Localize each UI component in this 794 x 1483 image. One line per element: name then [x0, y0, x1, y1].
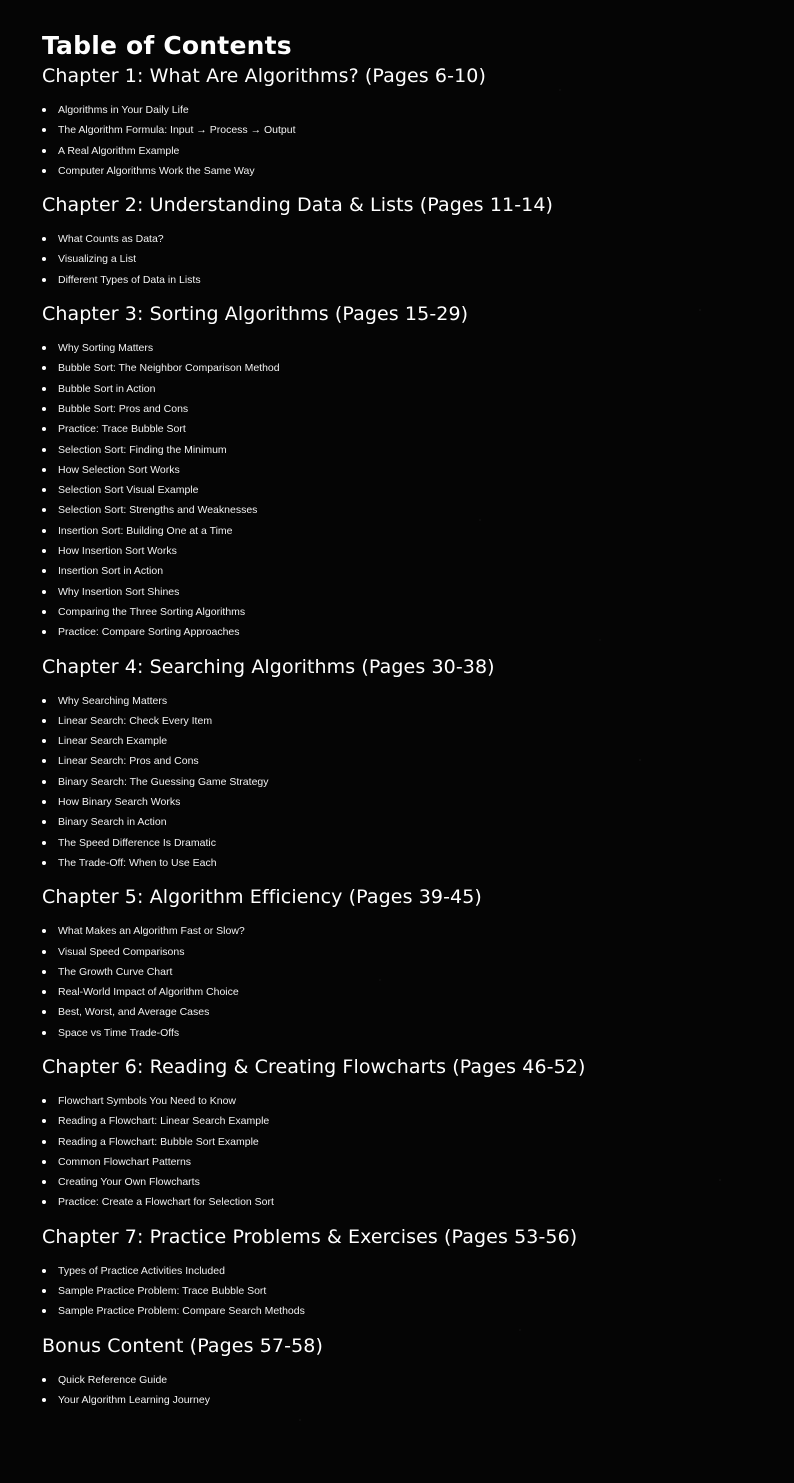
chapter-heading: Chapter 3: Sorting Algorithms (Pages 15-29): [42, 303, 469, 326]
list-item: Binary Search: The Guessing Game Strategy: [42, 772, 754, 792]
list-item: Selection Sort Visual Example: [42, 480, 754, 500]
chapter-heading: Chapter 1: What Are Algorithms? (Pages 6-10): [42, 65, 486, 87]
list-item: Bubble Sort: The Neighbor Comparison Method: [42, 358, 754, 378]
topic-list: [42, 921, 754, 1043]
list-item: Computer Algorithms Work the Same Way: [42, 161, 754, 181]
list-item: Comparing the Three Sorting Algorithms: [42, 602, 754, 622]
list-item: Visualizing a List: [42, 249, 754, 269]
chapter-1: [42, 62, 754, 181]
list-item: Common Flowchart Patterns: [42, 1152, 754, 1172]
chapter-2: [42, 191, 754, 290]
list-item: Sample Practice Problem: Trace Bubble Sort: [42, 1281, 754, 1301]
chapter-heading: Chapter 2: Understanding Data & Lists (Pages 11-14): [42, 194, 554, 217]
topic-list: [42, 1261, 754, 1322]
list-item: Bubble Sort in Action: [42, 379, 754, 399]
topic-list: [42, 691, 754, 874]
chapter-heading: Chapter 7: Practice Problems & Exercises (Pages 53-56): [42, 1225, 578, 1248]
chapter-6: [42, 1053, 754, 1213]
chapter-4: [42, 653, 754, 874]
list-item: The Trade-Off: When to Use Each: [42, 853, 754, 873]
list-item: What Counts as Data?: [42, 229, 754, 249]
list-item: How Binary Search Works: [42, 792, 754, 812]
list-item: Real-World Impact of Algorithm Choice: [42, 982, 754, 1002]
list-item: Practice: Trace Bubble Sort: [42, 419, 754, 439]
list-item: Quick Reference Guide: [42, 1370, 754, 1390]
list-item: Space vs Time Trade-Offs: [42, 1023, 754, 1043]
list-item: Practice: Compare Sorting Approaches: [42, 622, 754, 642]
list-item: Practice: Create a Flowchart for Selection Sort: [42, 1192, 754, 1212]
chapter-heading: Chapter 4: Searching Algorithms (Pages 30-38): [42, 655, 495, 678]
list-item: Binary Search in Action: [42, 812, 754, 832]
topic-list: [42, 100, 754, 181]
page-title: Table of Contents: [42, 31, 292, 60]
list-item: What Makes an Algorithm Fast or Slow?: [42, 921, 754, 941]
list-item: Creating Your Own Flowcharts: [42, 1172, 754, 1192]
list-item: Why Sorting Matters: [42, 338, 754, 358]
list-item: Algorithms in Your Daily Life: [42, 100, 754, 120]
list-item: Linear Search: Check Every Item: [42, 711, 754, 731]
list-item: Different Types of Data in Lists: [42, 270, 754, 290]
list-item: Selection Sort: Finding the Minimum: [42, 440, 754, 460]
list-item: Your Algorithm Learning Journey: [42, 1390, 754, 1410]
list-item: Bubble Sort: Pros and Cons: [42, 399, 754, 419]
list-item: Flowchart Symbols You Need to Know: [42, 1091, 754, 1111]
list-item: The Algorithm Formula: Input → Process → Output: [42, 120, 754, 140]
list-item: Linear Search Example: [42, 731, 754, 751]
list-item: How Selection Sort Works: [42, 460, 754, 480]
list-item: The Speed Difference Is Dramatic: [42, 833, 754, 853]
list-item: Reading a Flowchart: Linear Search Example: [42, 1111, 754, 1131]
chapter-7: [42, 1223, 754, 1322]
list-item: Sample Practice Problem: Compare Search Methods: [42, 1301, 754, 1321]
list-item: The Growth Curve Chart: [42, 962, 754, 982]
list-item: Types of Practice Activities Included: [42, 1261, 754, 1281]
list-item: Why Insertion Sort Shines: [42, 582, 754, 602]
list-item: Selection Sort: Strengths and Weaknesses: [42, 500, 754, 520]
list-item: Why Searching Matters: [42, 691, 754, 711]
chapter-heading: Chapter 6: Reading & Creating Flowcharts (Pages 46-52): [42, 1055, 586, 1078]
list-item: Linear Search: Pros and Cons: [42, 751, 754, 771]
chapter-heading: Chapter 5: Algorithm Efficiency (Pages 39-45): [42, 886, 482, 909]
topic-list: [42, 338, 754, 642]
list-item: Reading a Flowchart: Bubble Sort Example: [42, 1132, 754, 1152]
topic-list: [42, 229, 754, 290]
list-item: Insertion Sort in Action: [42, 561, 754, 581]
topic-list: [42, 1091, 754, 1213]
list-item: Visual Speed Comparisons: [42, 942, 754, 962]
list-item: How Insertion Sort Works: [42, 541, 754, 561]
list-item: A Real Algorithm Example: [42, 141, 754, 161]
chapter-5: [42, 883, 754, 1043]
topic-list: [42, 1370, 754, 1411]
list-item: Insertion Sort: Building One at a Time: [42, 521, 754, 541]
chapter-3: [42, 300, 754, 642]
list-item: Best, Worst, and Average Cases: [42, 1002, 754, 1022]
chapter-heading: Bonus Content (Pages 57-58): [42, 1334, 323, 1357]
bonus-content: [42, 1332, 754, 1411]
